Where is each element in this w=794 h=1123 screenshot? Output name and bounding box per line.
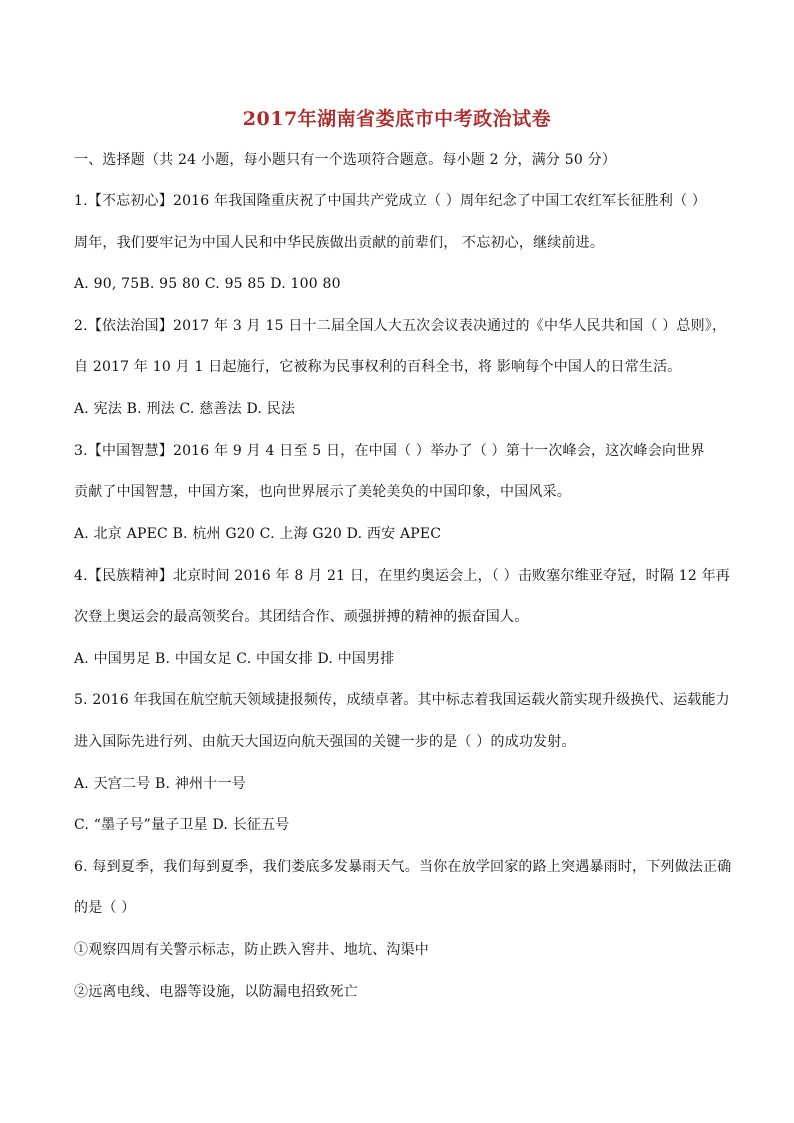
question-1-line-2: 周年，我们要牢记为中国人民和中华民族做出贡献的前辈们， 不忘初心，继续前进。 — [74, 235, 605, 251]
question-5-line-1: 5. 2016 年我国在航空航天领域捷报频传，成绩卓著。其中标志着我国运载火箭实现升级换代、运载能力 — [74, 692, 730, 708]
question-2-line-1: 2.【依法治国】2017 年 3 月 15 日十二届全国人大五次会议表决通过的《中华人民共和国（ ）总则》， — [74, 318, 727, 334]
question-1-options: A. 90, 75B. 95 80 C. 95 85 D. 100 80 — [74, 276, 341, 292]
question-2-line-2: 自 2017 年 10 月 1 日起施行，它被称为民事权利的百科全书，将 影响每个中国人的日常生活。 — [74, 359, 682, 375]
question-3-line-1: 3.【中国智慧】2016 年 9 月 4 日至 5 日，在中国（ ）举办了（ ）第十一次峰会，这次峰会向世界 — [74, 443, 705, 459]
question-3-line-2: 贡献了中国智慧，中国方案，也向世界展示了美轮美奂的中国印象，中国风采。 — [74, 484, 571, 500]
question-5-options-2: C. “墨子号”量子卫星 D. 长征五号 — [74, 817, 290, 833]
question-6-line-2: 的是（ ） — [74, 900, 136, 916]
question-4-line-2: 次登上奥运会的最高领奖台。其团结合作、顽强拼搏的精神的振奋国人。 — [74, 609, 529, 625]
question-6-item-2: ②远离电线、电器等设施，以防漏电招致死亡 — [74, 984, 358, 1000]
section-heading: 一、选择题（共 24 小题，每小题只有一个选项符合题意。每小题 2 分，满分 50 分） — [74, 152, 617, 168]
page-title: 2017年湖南省娄底市中考政治试卷 — [242, 108, 552, 130]
question-3-options: A. 北京 APEC B. 杭州 G20 C. 上海 G20 D. 西安 APEC — [74, 526, 442, 542]
question-5-line-2: 进入国际先进行列、由航天大国迈向航天强国的关键一步的是（ ）的成功发射。 — [74, 734, 576, 750]
question-4-options: A. 中国男足 B. 中国女足 C. 中国女排 D. 中国男排 — [74, 651, 395, 667]
question-4-line-1: 4.【民族精神】北京时间 2016 年 8 月 21 日，在里约奥运会上，（ ）击败塞尔维亚夺冠，时隔 12 年再 — [74, 568, 730, 584]
question-2-options: A. 宪法 B. 刑法 C. 慈善法 D. 民法 — [74, 401, 296, 417]
question-1-line-1: 1.【不忘初心】2016 年我国隆重庆祝了中国共产党成立（ ）周年纪念了中国工农红军长征胜利（ ） — [74, 193, 707, 209]
question-5-options-1: A. 天宫二号 B. 神州十一号 — [74, 776, 246, 792]
question-6-line-1: 6. 每到夏季，我们每到夏季，我们娄底多发暴雨天气。当你在放学回家的路上突遇暴雨时，下列做法正确 — [74, 859, 732, 875]
question-6-item-1: ①观察四周有关警示标志，防止跌入窖井、地坑、沟渠中 — [74, 942, 429, 958]
